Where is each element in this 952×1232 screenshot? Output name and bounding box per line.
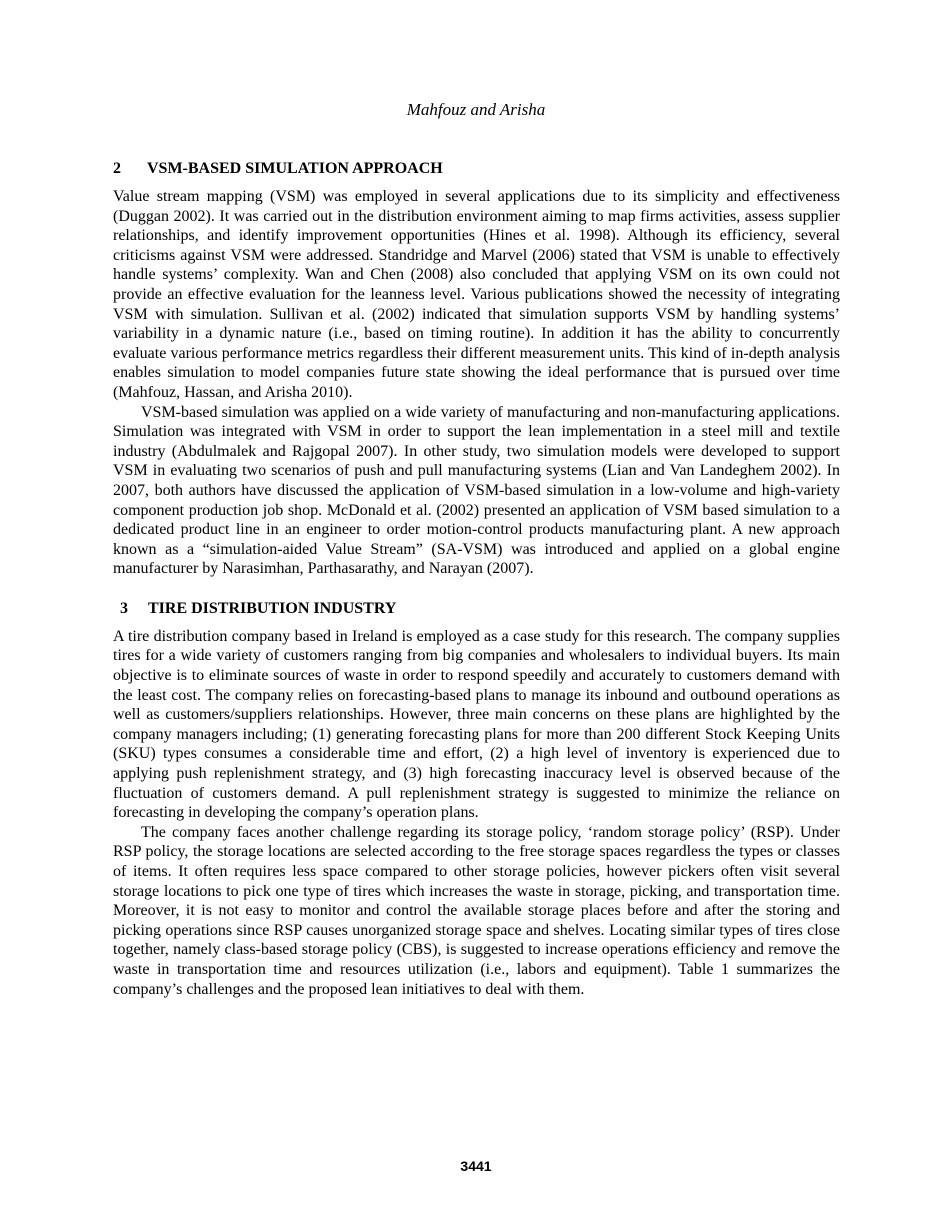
running-header: Mahfouz and Arisha <box>406 100 546 119</box>
section-title: TIRE DISTRIBUTION INDUSTRY <box>148 599 397 617</box>
section-heading-3 <box>113 598 840 620</box>
paragraph: A tire distribution company based in Ireland is employed as a case study for this research. The company supplies tires for a wide variety of customers ranging from big companies and wholesalers to individual buyers. Its main objective is to eliminate sources of waste in order to respond speedily and accurately to customers demand with the least cost. The company relies on forecasting-based plans to manage its inbound and outbound operations as well as customers/suppliers relationships. However, three main concerns on these plans are highlighted by the company managers including; (1) generating forecasting plans for more than 200 different Stock Keeping Units (SKU) types consumes a considerable time and effort, (2) a high level of inventory is experienced due to applying push replenishment strategy, and (3) high forecasting inaccuracy level is observed because of the fluctuation of customers demand. A pull replenishment strategy is suggested to minimize the reliance on forecasting in developing the company’s operation plans. <box>113 627 840 822</box>
paragraph: VSM-based simulation was applied on a wide variety of manufacturing and non-manufacturing applications. Simulation was integrated with VSM in order to support the lean implementation in a steel mill and textile industry (Abdulmalek and Rajgopal 2007). In other study, two simulation models were developed to support VSM in evaluating two scenarios of push and pull manufacturing systems (Lian and Van Landeghem 2002). In 2007, both authors have discussed the application of VSM-based simulation in a low-volume and high-variety component production job shop. McDonald et al. (2002) presented an application of VSM based simulation to a dedicated product line in an engineer to order motion-control products manufacturing plant. A new approach known as a “simulation-aided Value Stream” (SA-VSM) was introduced and applied on a global engine manufacturer by Narasimhan, Parthasarathy, and Narayan (2007). <box>113 403 840 578</box>
section-heading-2 <box>113 158 840 180</box>
section-number: 3 <box>120 599 128 617</box>
section-number: 2 <box>113 160 121 177</box>
paragraph: Value stream mapping (VSM) was employed in several applications due to its simplicity and effectiveness (Duggan 2002). It was carried out in the distribution environment aiming to map firms activities, assess supplier relationships, and identify improvement opportunities (Hines et al. 1998). Although its efficiency, several criticisms against VSM were addressed. Standridge and Marvel (2006) stated that VSM is unable to effectively handle systems’ complexity. Wan and Chen (2008) also concluded that applying VSM on its own could not provide an effective evaluation for the leanness level. Various publications showed the necessity of integrating VSM with simulation. Sullivan et al. (2002) indicated that simulation supports VSM by handling systems’ variability in a dynamic nature (i.e., based on timing routine). In addition it has the ability to concurrently evaluate various performance metrics regardless their different measurement units. This kind of in-depth analysis enables simulation to model companies future state showing the ideal performance that is pursued over time (Mahfouz, Hassan, and Arisha 2010). <box>113 188 840 401</box>
paper-body <box>113 158 840 999</box>
paragraph: The company faces another challenge regarding its storage policy, ‘random storage policy’ (RSP). Under RSP policy, the storage locations are selected according to the free storage spaces regardless the types or classes of items. It often requires less space compared to other storage policies, however pickers often visit several storage locations to pick one type of tires which increases the waste in storage, picking, and transportation time. Moreover, it is not easy to monitor and control the available storage places before and after the storing and picking operations since RSP causes unorganized storage space and shelves. Locating similar types of tires close together, namely class-based storage policy (CBS), is suggested to increase operations efficiency and remove the waste in transportation time and resources utilization (i.e., labors and equipment). Table 1 summarizes the company’s challenges and the proposed lean initiatives to deal with them. <box>113 823 840 998</box>
page-number: 3441 <box>460 1158 492 1174</box>
section-title: VSM-BASED SIMULATION APPROACH <box>147 160 443 177</box>
